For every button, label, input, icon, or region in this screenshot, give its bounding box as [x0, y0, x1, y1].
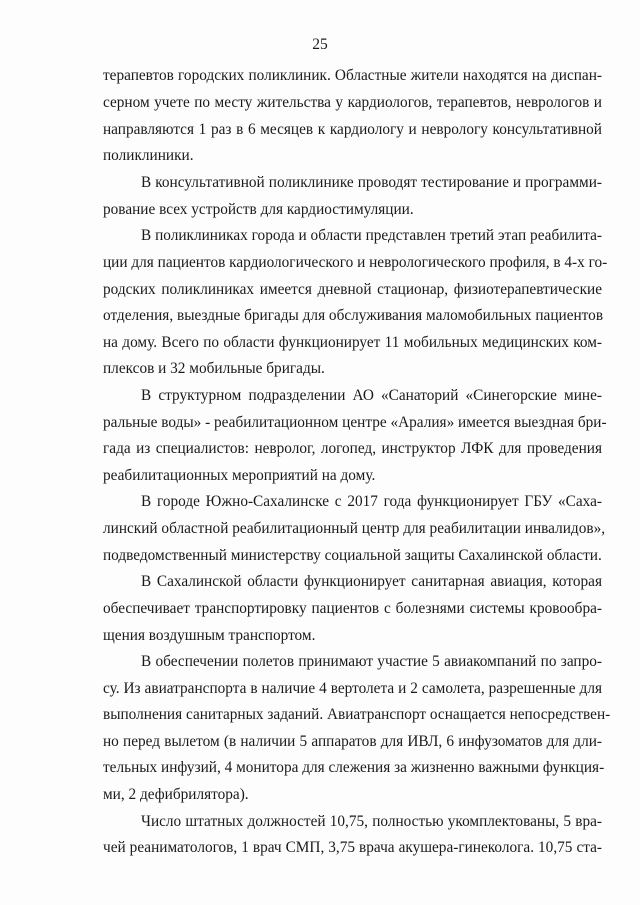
- text-line: линский областной реабилитационный центр для реабилитации инвалидов»,: [103, 520, 606, 537]
- text-line: направляются 1 раз в 6 месяцев к кардиологу и неврологу консультативной: [103, 121, 602, 138]
- text-line: серном учете по месту жительства у кардиологов, терапевтов, неврологов и: [103, 94, 602, 111]
- text-line: В Сахалинской области функционирует санитарная авиация, которая: [141, 573, 602, 590]
- text-line: В структурном подразделении АО «Санаторий «Синегорские мине-: [141, 387, 602, 404]
- text-line: отделения, выездные бригады для обслуживания маломобильных пациентов: [103, 307, 604, 324]
- text-line: рование всех устройств для кардиостимуляции.: [103, 201, 414, 218]
- text-line: В городе Южно-Сахалинске с 2017 года функционирует ГБУ «Саха-: [141, 493, 602, 510]
- text-line: В поликлиниках города и области представлен третий этап реабилита-: [141, 227, 602, 244]
- text-line: гада из специалистов: невролог, логопед, инструктор ЛФК для проведения: [103, 440, 602, 457]
- text-line: В обеспечении полетов принимают участие 5 авиакомпаний по запро-: [141, 653, 602, 670]
- text-line: плексов и 32 мобильные бригады.: [103, 360, 325, 377]
- text-line: поликлиники.: [103, 147, 194, 164]
- text-line: ральные воды» - реабилитационном центре «Аралия» имеется выездная бри-: [103, 414, 607, 431]
- text-line: ми, 2 дефибрилятора).: [103, 786, 249, 803]
- text-line: на дому. Всего по области функционирует 11 мобильных медицинских ком-: [103, 334, 602, 351]
- text-line: щения воздушным транспортом.: [103, 627, 316, 644]
- text-line: Число штатных должностей 10,75, полностью укомплектованы, 5 вра-: [141, 813, 602, 830]
- text-line: но перед вылетом (в наличии 5 аппаратов для ИВЛ, 6 инфузоматов для дли-: [103, 733, 602, 750]
- text-line: терапевтов городских поликлиник. Областные жители находятся на диспан-: [103, 67, 602, 84]
- text-line: реабилитационных мероприятий на дому.: [103, 467, 376, 484]
- text-line: ции для пациентов кардиологического и неврологического профиля, в 4-х го-: [103, 254, 608, 271]
- text-line: В консультативной поликлинике проводят тестирование и программи-: [141, 174, 602, 191]
- page-number: 25: [312, 36, 328, 53]
- text-line: родских поликлиниках имеется дневной стационар, физиотерапевтические: [103, 281, 602, 298]
- text-line: обеспечивает транспортировку пациентов с болезнями системы кровообра-: [103, 600, 602, 617]
- text-line: чей реаниматологов, 1 врач СМП, 3,75 врача акушера-гинеколога. 10,75 ста-: [103, 839, 602, 856]
- text-line: су. Из авиатранспорта в наличие 4 вертолета и 2 самолета, разрешенные для: [103, 680, 602, 697]
- text-line: подведомственный министерству социальной защиты Сахалинской области.: [103, 547, 602, 564]
- text-line: выполнения санитарных заданий. Авиатранспорт оснащается непосредствен-: [103, 706, 611, 723]
- text-line: тельных инфузий, 4 монитора для слежения за жизненно важными функция-: [103, 759, 605, 776]
